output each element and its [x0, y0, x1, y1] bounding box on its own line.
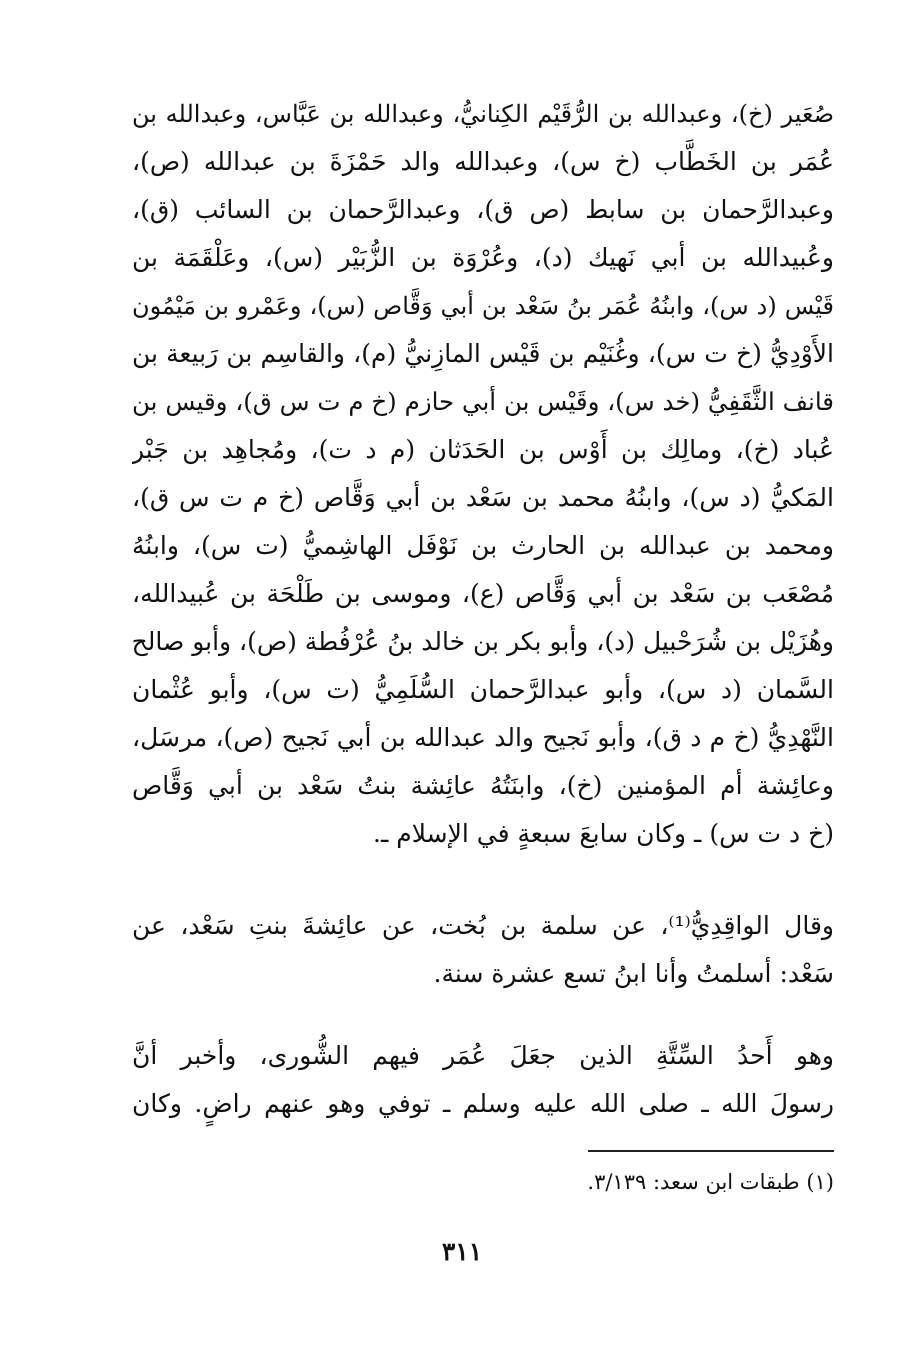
text-line: وهُزَيْل بن شُرَحْبيل (د)، وأبو بكر بن خالد بنُ عُرْفُطة (ص)، وأبو صالح [132, 627, 834, 656]
text-line: عُمَر بن الخَطَّاب (خ س)، وعبدالله والد حَمْزَةَ بن عبدالله (ص)، [132, 147, 834, 176]
page-number: ٣١١ [441, 1237, 483, 1266]
text-line: قانف الثَّقَفِيُّ (خد س)، وقَيْس بن أبي حازم (خ م ت س ق)، وقيس بن [132, 387, 834, 416]
text-line: وعبدالرَّحمان بن سابط (ص ق)، وعبدالرَّحمان بن السائب (ق)، [132, 195, 834, 224]
text-line: عُباد (خ)، ومالِك بن أَوْس بن الحَدَثان (م د ت)، ومُجاهِد بن جَبْر [132, 435, 834, 464]
text-line: وهو أَحدُ السِّتَّةِ الذين جعَلَ عُمَر فيهم الشُّورى، وأخبر أنَّ [132, 1041, 834, 1070]
text-line: وقال الواقِدِيُّ⁽¹⁾، عن سلمة بن بُخت، عن عائِشةَ بنتِ سَعْد، عن [132, 911, 834, 940]
footnote: (١) طبقات ابن سعد: ٣/١٣٩. [587, 1170, 834, 1194]
text-line: قَيْس (د س)، وابنُهُ عُمَر بنُ سَعْد بن أبي وَقَّاص (س)، وعَمْرو بن مَيْمُون [132, 292, 834, 320]
text-line: (خ د ت س) ـ وكان سابعَ سبعةٍ في الإسلام ـ. [373, 819, 834, 848]
paragraph-narrators [132, 90, 834, 858]
text-line: الأَوْدِيُّ (خ ت س)، وغُنَيْم بن قَيْس المازِنيُّ (م)، والقاسِم بن رَبيعة بن [132, 339, 834, 368]
text-line: وعُبيدالله بن أبي نَهيك (د)، وعُرْوَة بن الزُّبَيْر (س)، وعَلْقَمَة بن [132, 243, 834, 272]
text-line: النَّهْدِيُّ (خ م د ق)، وأبو نَجيح والد عبدالله بن أبي نَجيح (ص)، مرسَل، [132, 723, 834, 752]
text-line: المَكيُّ (د س)، وابنُهُ محمد بن سَعْد بن أبي وَقَّاص (خ م ت س ق)، [132, 483, 834, 512]
text-line: وعائِشة أم المؤمنين (خ)، وابنَتُهُ عائِشة بنتُ سَعْد بن أبي وَقَّاص [132, 771, 834, 800]
text-line: ومحمد بن عبدالله بن الحارث بن نَوْفَل الهاشِميُّ (ت س)، وابنُهُ [132, 531, 834, 560]
text-line: صُعَير (خ)، وعبدالله بن الرُّقَيْم الكِنانيُّ، وعبدالله بن عَبَّاس، وعبدالله بن [132, 100, 834, 128]
text-line: مُصْعَب بن سَعْد بن أبي وَقَّاص (ع)، وموسى بن طَلْحَة بن عُبيدالله، [132, 579, 834, 608]
paragraph-waqidi [132, 902, 834, 998]
paragraph-shura [132, 1032, 834, 1128]
text-line: رسولَ الله ـ صلى الله عليه وسلم ـ توفي وهو عنهم راضٍ. وكان [132, 1089, 834, 1118]
text-line: السَّمان (د س)، وأبو عبدالرَّحمان السُّلَمِيُّ (ت س)، وأبو عُثْمان [132, 675, 834, 704]
text-line: سَعْد: أسلمتُ وأنا ابنُ تسع عشرة سنة. [433, 959, 834, 988]
footnote-divider [588, 1150, 834, 1152]
